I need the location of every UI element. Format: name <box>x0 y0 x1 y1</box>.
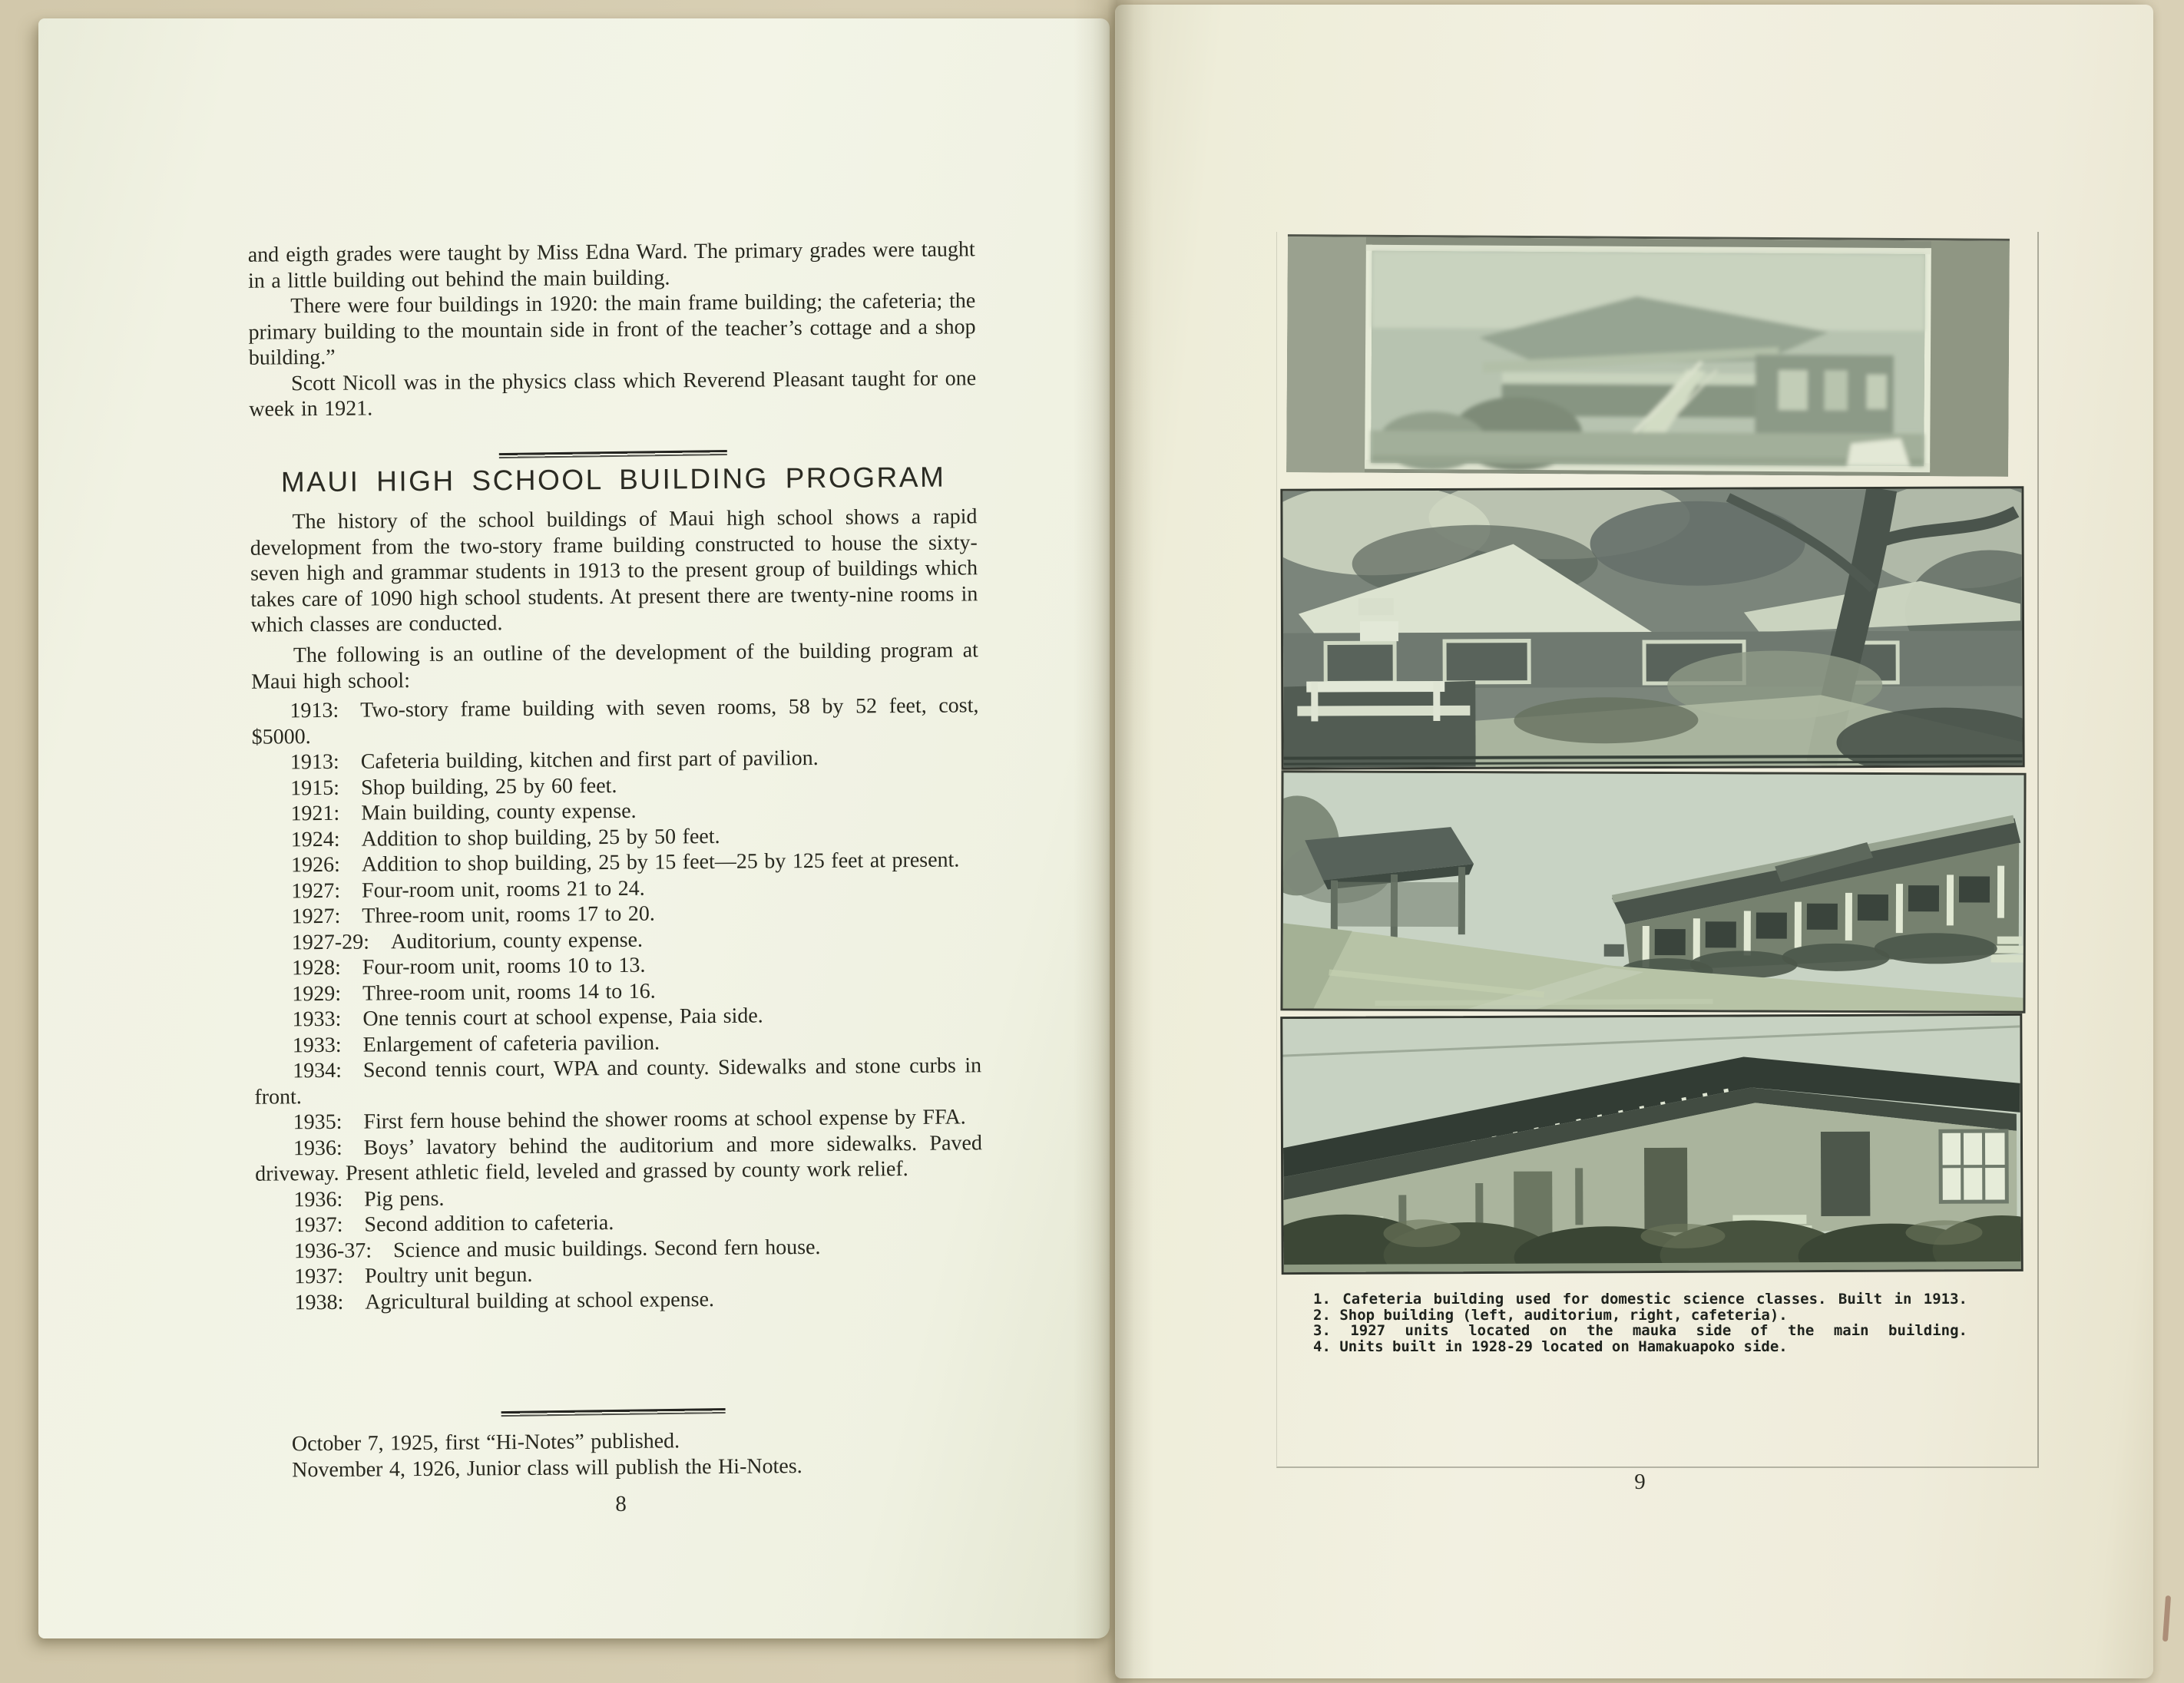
photo-cafeteria-building <box>1286 234 2010 477</box>
outline-entry: 1935: First fern house behind the shower rooms at school expense by FFA. <box>293 1105 966 1135</box>
outline-entry: 1936-37: Science and music buildings. Second fern house. <box>293 1235 821 1263</box>
photo-1928-29-units-hamakuapoko-side <box>1280 1013 2023 1275</box>
cafeteria-building-illustration <box>1286 236 2010 477</box>
shop-building-illustration <box>1282 488 2022 767</box>
page-number-right: 9 <box>1634 1470 1646 1494</box>
outline-entry: 1913: Cafeteria building, kitchen and first part of pavilion. <box>290 746 819 775</box>
caption-line: 2. Shop building (left, auditorium, right, cafeteria). <box>1313 1306 1788 1324</box>
units-with-shrubbery-illustration <box>1282 1016 2020 1272</box>
photo-captions <box>1313 1291 1967 1354</box>
caption-line: 3. 1927 units located on the mauka side of the main building. <box>1313 1322 1967 1339</box>
outline-entry: 1937: Poultry unit begun. <box>294 1262 533 1289</box>
outline-entry: 1927-29: Auditorium, county expense. <box>291 927 644 954</box>
outline-entry: 1924: Addition to shop building, 25 by 50 feet. <box>290 824 720 851</box>
footnote-line: November 4, 1926, Junior class will publish the Hi-Notes. <box>292 1453 802 1482</box>
outline-entry: 1928: Four-room unit, rooms 10 to 13. <box>291 953 646 980</box>
outline-entry: 1938: Agricultural building at school expense. <box>294 1287 715 1314</box>
footnote-line: October 7, 1925, first “Hi-Notes” published. <box>291 1429 680 1457</box>
page-title: MAUI HIGH SCHOOL BUILDING PROGRAM <box>280 461 946 498</box>
outline-entry: 1937: Second addition to cafeteria. <box>293 1211 614 1238</box>
section-divider-rule <box>499 450 727 458</box>
outline-entry: 1915: Shop building, 25 by 60 feet. <box>290 773 617 800</box>
caption-line: 1. Cafeteria building used for domestic science classes. Built in 1913. <box>1313 1291 1967 1308</box>
intro-paragraphs <box>248 236 977 422</box>
outline-entry: 1926: Addition to shop building, 25 by 15 feet—25 by 125 feet at present. <box>290 848 960 878</box>
paragraph: Scott Nicoll was in the physics class which Reverend Pleasant taught for one week in 1921. <box>249 365 977 422</box>
outline-entry: 1934: Second tennis court, WPA and county. Sidewalks and stone curbs in front. <box>254 1053 982 1109</box>
photo-1927-units-mauka-side <box>1280 770 2026 1013</box>
history-paragraph <box>250 504 978 638</box>
outline-entry: 1936: Pig pens. <box>293 1186 445 1212</box>
left-page <box>38 18 1110 1638</box>
scan-artifact <box>2162 1595 2171 1642</box>
outline-entry: 1927: Three-room unit, rooms 17 to 20. <box>291 901 655 929</box>
outline-entry: 1933: One tennis court at school expense, Paia side. <box>292 1004 763 1032</box>
outline-entry: 1927: Four-room unit, rooms 21 to 24. <box>291 876 645 903</box>
paragraph: There were four buildings in 1920: the main frame building; the cafeteria; the primary building to the mountain side in front of the teacher’s cottage and a shop building.” <box>248 289 976 370</box>
caption-line: 4. Units built in 1928-29 located on Hamakuapoko side. <box>1313 1337 1788 1355</box>
paragraph: and eigth grades were taught by Miss Edna Ward. The primary grades were taught in a little building out behind the main building. <box>247 237 975 293</box>
outline-entry: 1929: Three-room unit, rooms 14 to 16. <box>292 979 656 1006</box>
left-page-text-column <box>248 233 985 1559</box>
outline-entry: 1921: Main building, county expense. <box>290 799 637 826</box>
outline-entry: 1933: Enlargement of cafeteria pavilion. <box>292 1030 660 1057</box>
outline-entry: 1913: Two-story frame building with seven rooms, 58 by 52 feet, cost, $5000. <box>251 693 979 749</box>
outline-intro-paragraph <box>251 637 978 694</box>
paragraph: The history of the school buildings of Maui high school shows a rapid development from the two-story frame building constructed to house the sixty-seven high and grammar students in 1913 to the present group of buildings which takes care of 1090 high school students. At present there are twenty-nine rooms in which classes are conducted. <box>250 504 978 637</box>
right-page <box>1115 5 2153 1678</box>
classroom-units-lawn-illustration <box>1282 772 2024 1010</box>
photo-shop-building-trees <box>1280 486 2024 769</box>
footnote-divider-rule <box>501 1408 726 1417</box>
paragraph: The following is an outline of the development of the building program at Maui high school: <box>251 638 978 694</box>
hi-notes-footnotes <box>257 1426 1019 1483</box>
outline-entry: 1936: Boys’ lavatory behind the auditorium and more sidewalks. Paved driveway. Present athletic field, leveled and grassed by county work relief. <box>255 1130 983 1186</box>
page-number-left: 8 <box>615 1491 627 1517</box>
building-program-outline <box>251 693 983 1315</box>
